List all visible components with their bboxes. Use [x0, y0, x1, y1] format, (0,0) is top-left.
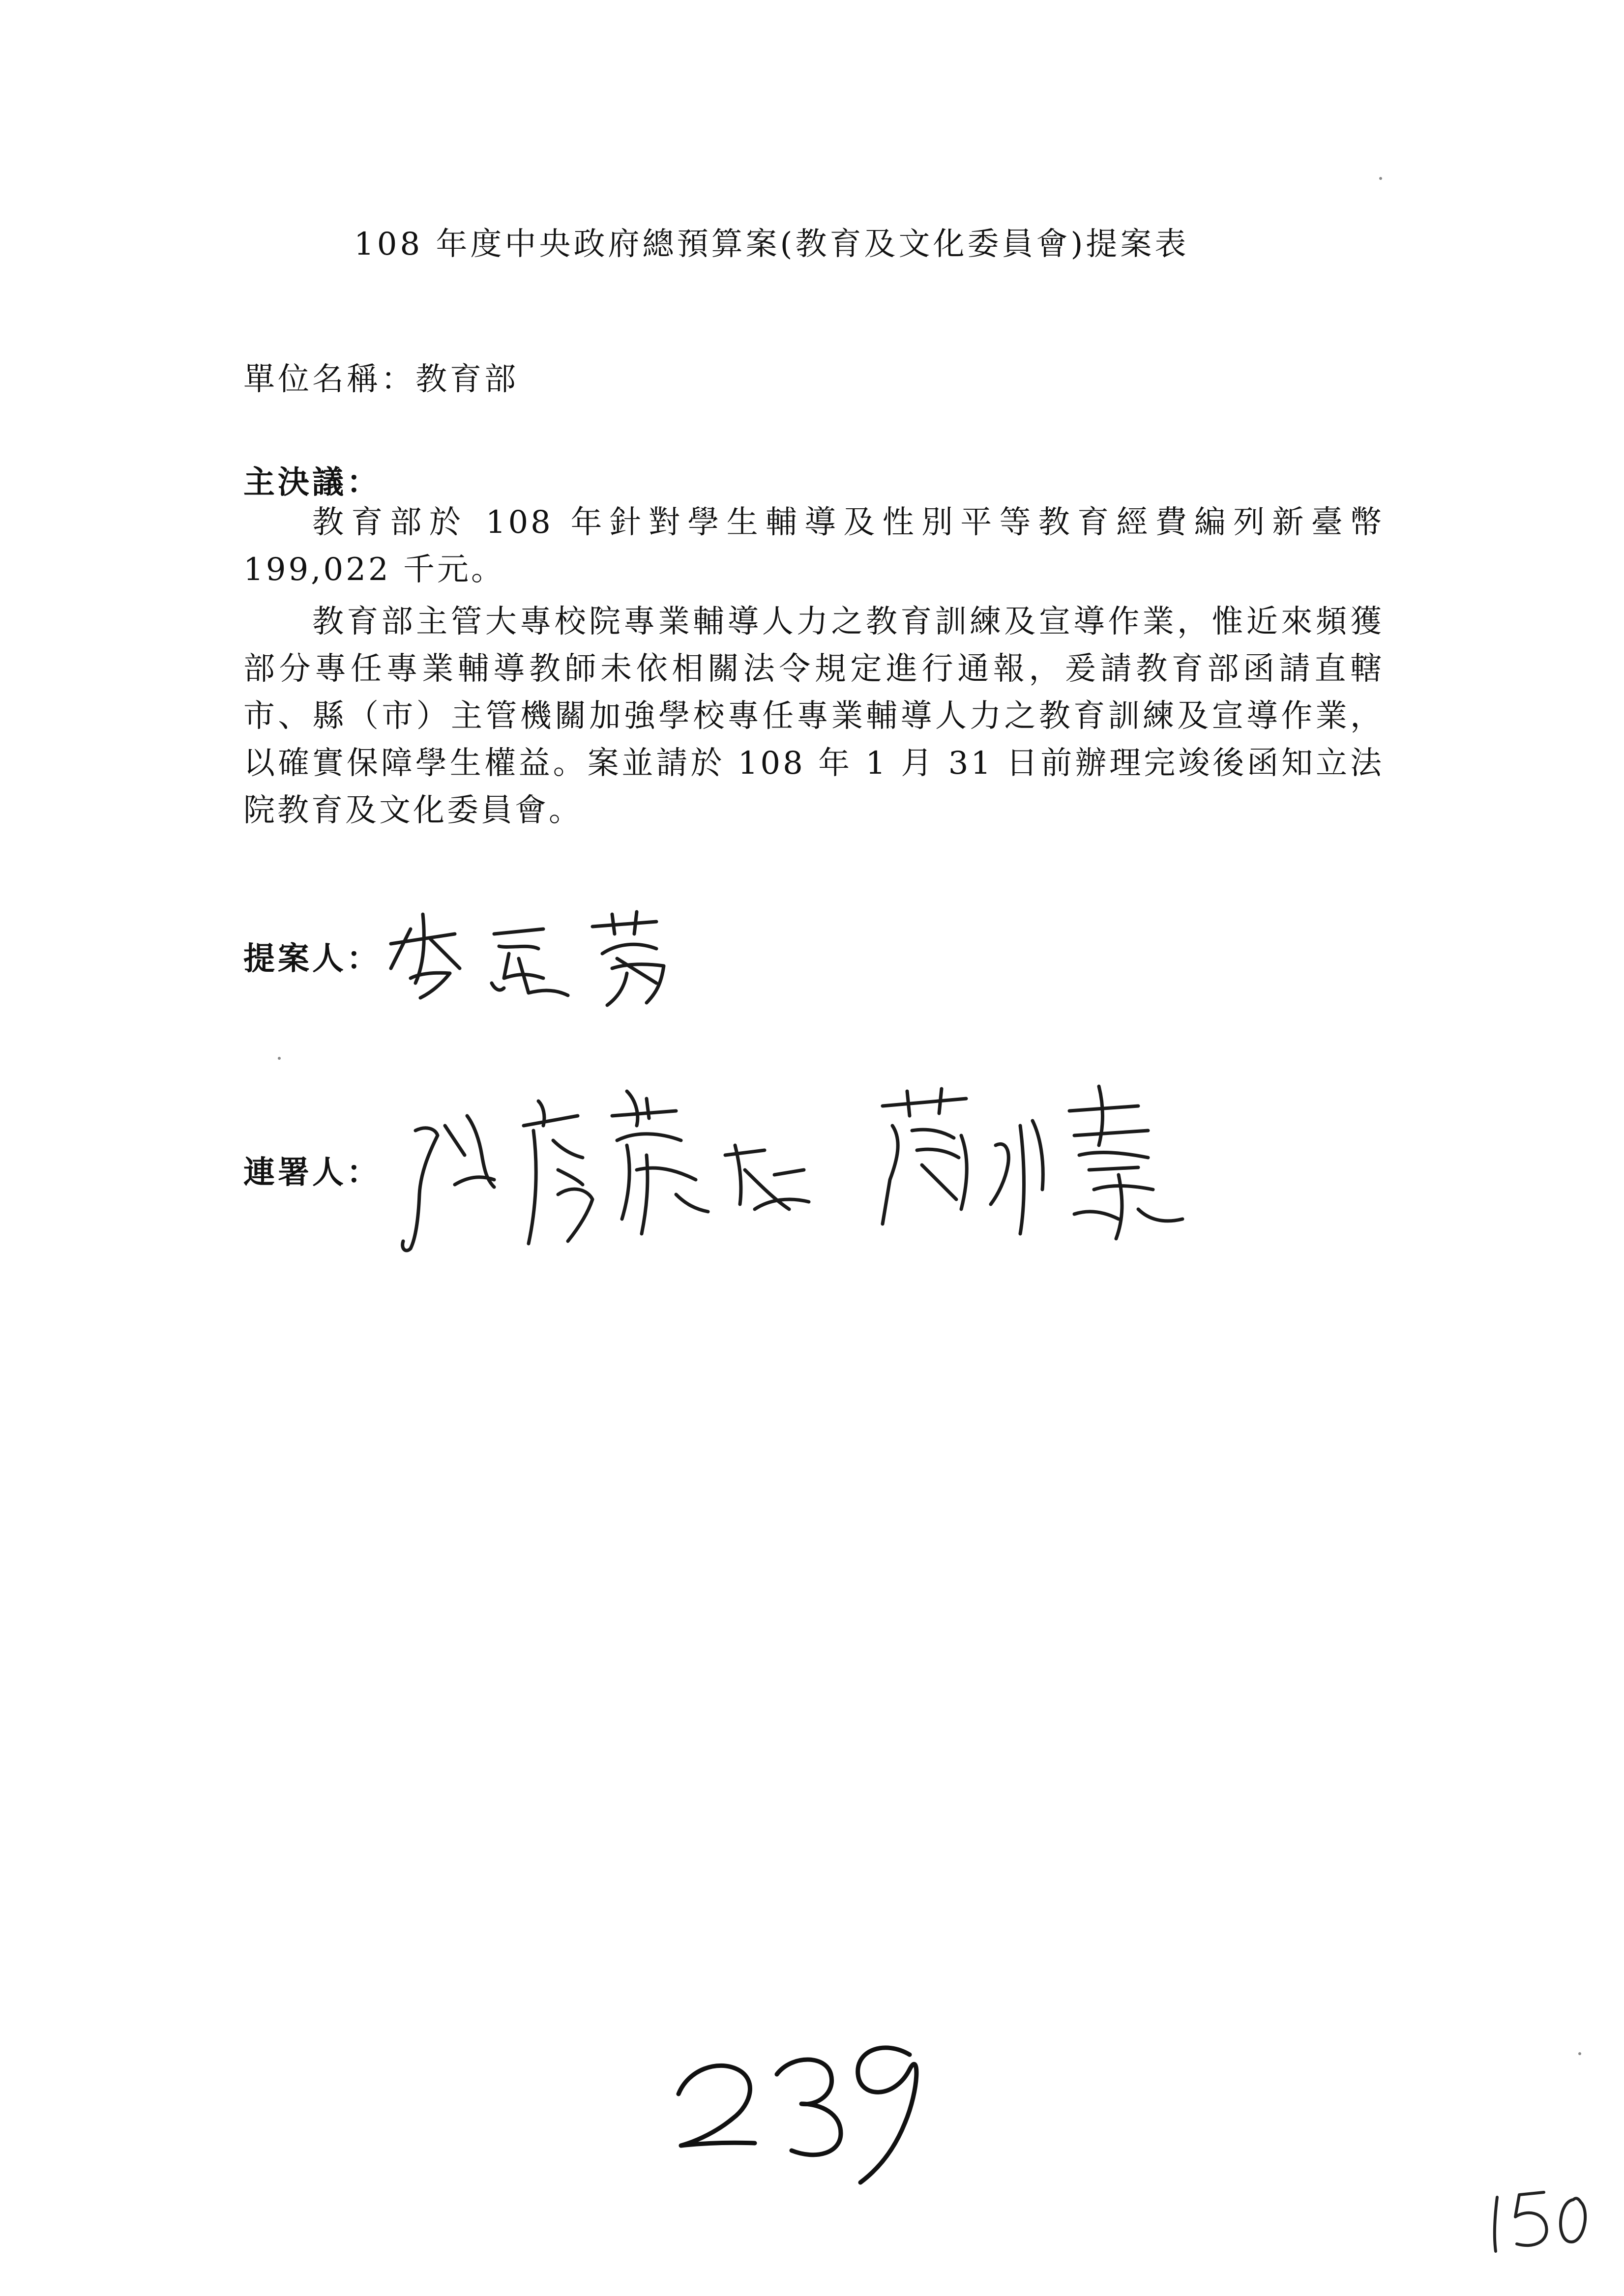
proposer-signature [381, 900, 696, 1013]
cosigner-label: 連署人： [243, 1155, 381, 1191]
cosigner-signature-1 [381, 1072, 873, 1268]
scan-speck [1379, 177, 1382, 180]
cosigner-row [243, 1072, 1207, 1268]
resolution-paragraph-1: 教育部於 108 年針對學生輔導及性別平等教育經費編列新臺幣 199,022 千元。 [243, 504, 1384, 588]
unit-line [243, 354, 519, 399]
scan-speck [1578, 2052, 1581, 2055]
resolution-heading: 主決議： [243, 465, 381, 501]
scan-speck [278, 1057, 281, 1060]
proposer-label: 提案人： [243, 941, 381, 977]
unit-value: 教育部 [415, 361, 519, 398]
proposer-row [243, 900, 696, 1013]
resolution-paragraph-2: 教育部主管大專校院專業輔導人力之教育訓練及宣導作業，惟近來頻獲部分專任專業輔導教師未依相關法令規定進行通報，爰請教育部函請直轄市、縣（市）主管機關加強學校專任專業輔導人力之教育訓練及宣導作業，以確實保障學生權益。案並請於 108 年 1 月 31 日前辦理完竣後函知立法院教育及文化委員會。 [243, 604, 1384, 829]
unit-label: 單位名稱： [243, 361, 415, 398]
handwritten-page-number [674, 2020, 949, 2189]
cosigner-signature-2 [863, 1067, 1207, 1253]
resolution-body [243, 499, 1384, 834]
document-title: 108 年度中央政府總預算案(教育及文化委員會)提案表 [354, 226, 1189, 262]
corner-handwritten-number [1485, 2182, 1593, 2258]
